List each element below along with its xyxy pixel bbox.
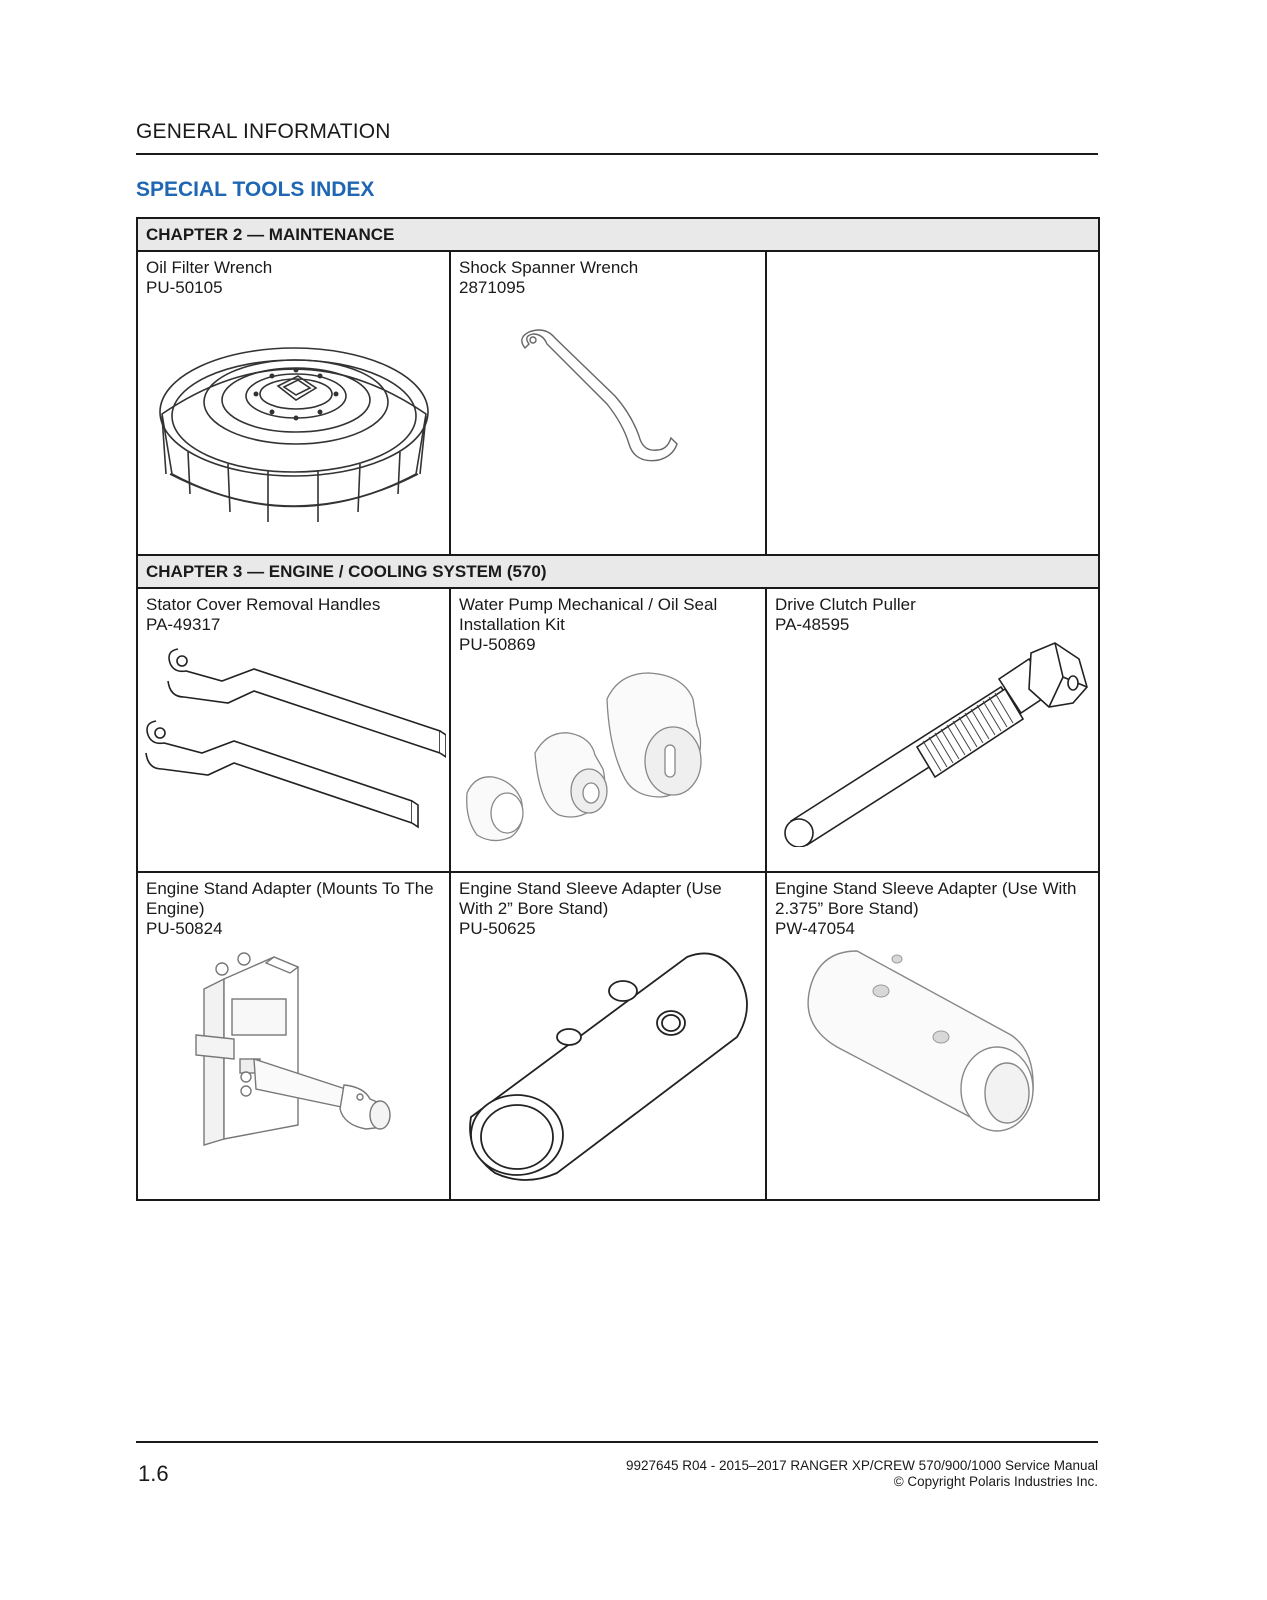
shock-spanner-wrench-icon xyxy=(511,328,711,478)
page-title: SPECIAL TOOLS INDEX xyxy=(136,178,375,201)
tool-part-number: PU-50824 xyxy=(146,919,223,938)
tool-cell-sleeve-adapter-2375in xyxy=(766,872,1099,1200)
water-pump-kit-icon xyxy=(459,669,759,859)
tool-cell-drive-clutch-puller xyxy=(766,588,1099,872)
tool-name: Engine Stand Sleeve Adapter (Use With 2.375” Bore Stand) xyxy=(775,879,1077,918)
tool-name: Engine Stand Adapter (Mounts To The Engine) xyxy=(146,879,434,918)
footer-text xyxy=(626,1458,1098,1490)
tool-name: Stator Cover Removal Handles xyxy=(146,595,381,614)
page-number: 1.6 xyxy=(138,1461,169,1486)
engine-stand-adapter-icon xyxy=(194,949,404,1149)
section-header: GENERAL INFORMATION xyxy=(136,120,391,143)
tool-part-number: PA-48595 xyxy=(775,615,850,634)
sleeve-adapter-2375in-icon xyxy=(797,943,1067,1143)
manual-title: 9927645 R04 - 2015–2017 RANGER XP/CREW 570/900/1000 Service Manual xyxy=(625,1458,1098,1473)
sleeve-adapter-2in-icon xyxy=(461,947,761,1187)
tool-name: Shock Spanner Wrench xyxy=(459,258,639,277)
footer-rule xyxy=(136,1441,1098,1443)
header-rule xyxy=(136,153,1098,155)
tool-name: Oil Filter Wrench xyxy=(146,258,273,277)
tool-name: Drive Clutch Puller xyxy=(775,595,916,614)
tool-part-number: PW-47054 xyxy=(775,919,856,938)
tool-part-number: PU-50625 xyxy=(459,919,536,938)
tool-name: Engine Stand Sleeve Adapter (Use With 2” Bore Stand) xyxy=(459,879,722,918)
chapter-2-heading: CHAPTER 2 — MAINTENANCE xyxy=(137,218,1099,251)
tool-part-number: PU-50105 xyxy=(146,278,223,297)
tool-cell-sleeve-adapter-2in xyxy=(450,872,766,1200)
tool-cell-engine-stand-adapter xyxy=(137,872,450,1200)
tool-cell-shock-spanner-wrench xyxy=(450,251,766,555)
oil-filter-wrench-icon xyxy=(148,324,440,534)
tool-part-number: PU-50869 xyxy=(459,635,536,654)
empty-cell xyxy=(766,251,1099,555)
tool-cell-stator-cover-handles xyxy=(137,588,450,872)
tool-cell-water-pump-kit xyxy=(450,588,766,872)
chapter-3-heading: CHAPTER 3 — ENGINE / COOLING SYSTEM (570) xyxy=(137,555,1099,588)
tool-part-number: PA-49317 xyxy=(146,615,221,634)
special-tools-table xyxy=(136,217,1100,1201)
drive-clutch-puller-icon xyxy=(773,637,1095,847)
stator-cover-handles-icon xyxy=(142,641,446,851)
tool-cell-oil-filter-wrench xyxy=(137,251,450,555)
copyright: © Copyright Polaris Industries Inc. xyxy=(893,1474,1098,1489)
tool-part-number: 2871095 xyxy=(459,278,526,297)
tool-name: Water Pump Mechanical / Oil Seal Installation Kit xyxy=(459,595,718,634)
